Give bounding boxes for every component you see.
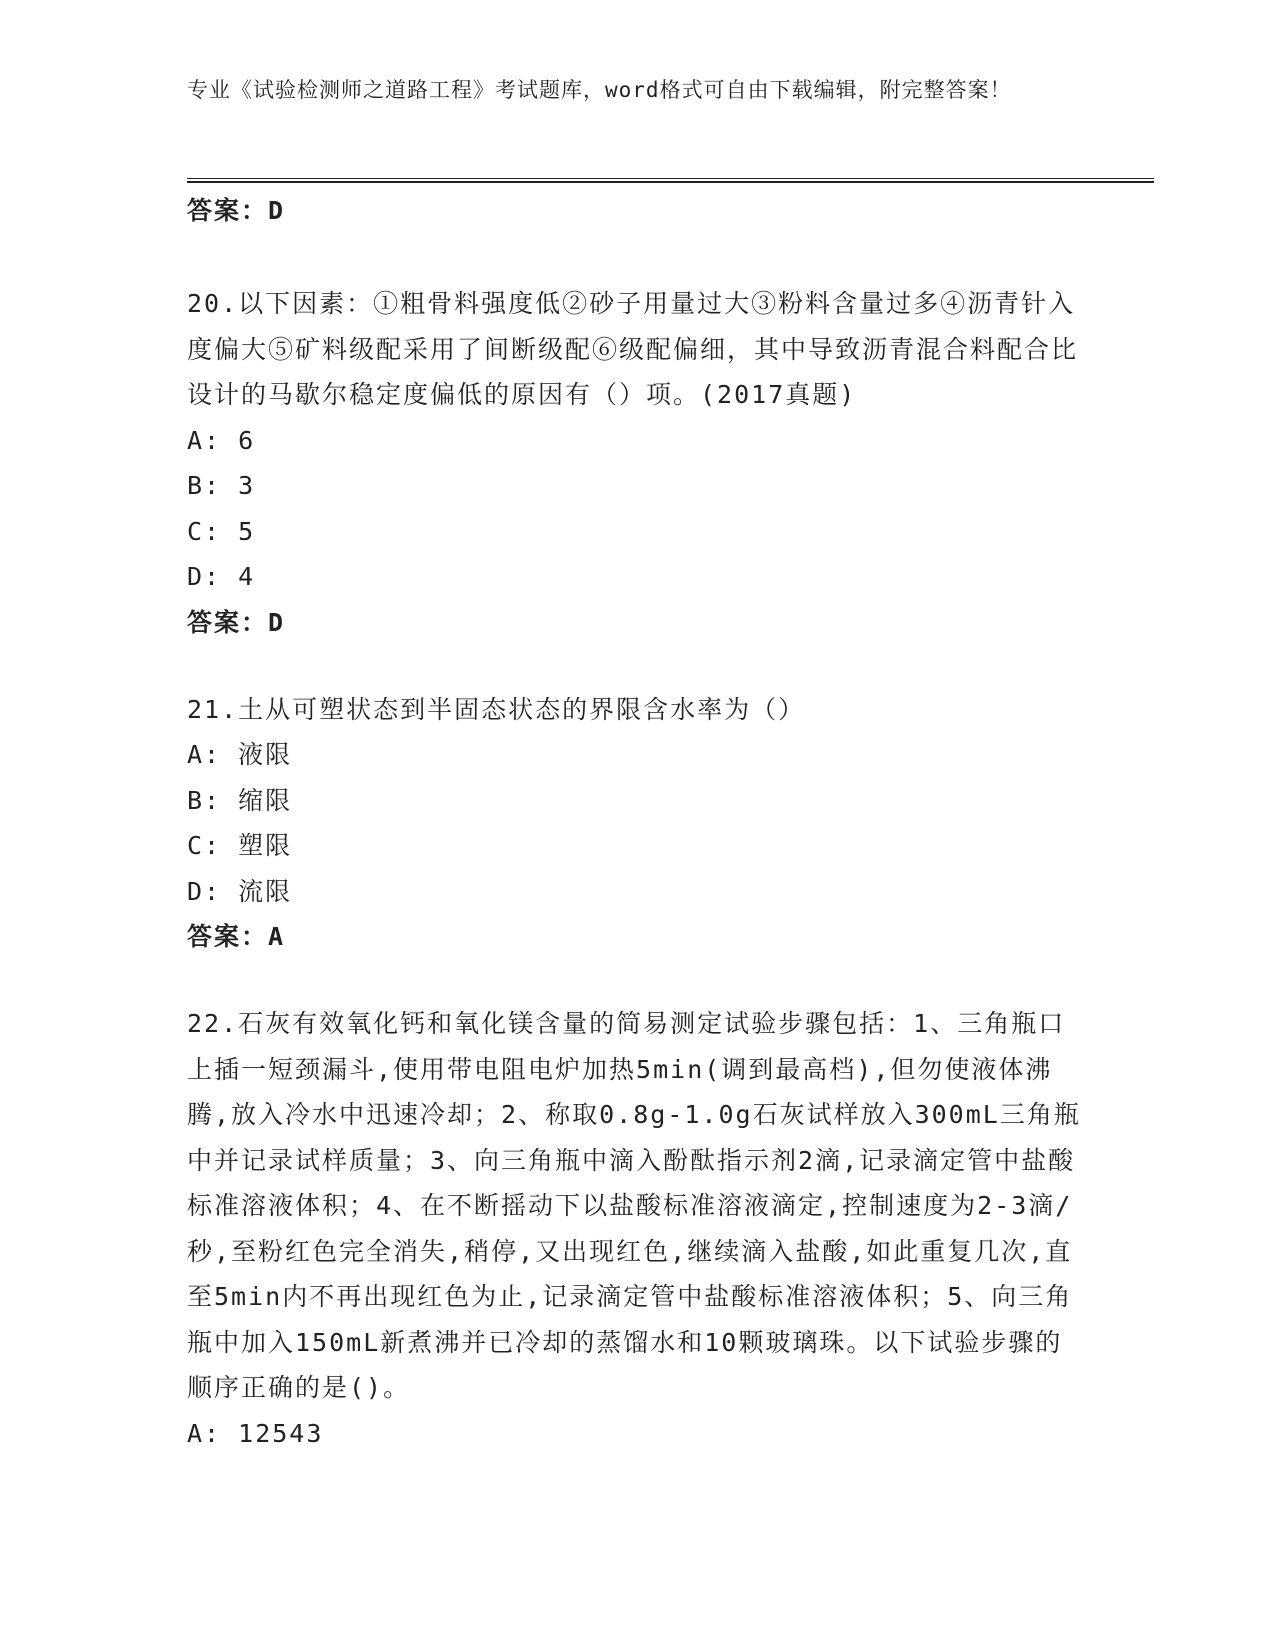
question-text: 21.土从可塑状态到半固态状态的界限含水率为（）: [187, 694, 806, 724]
option-d: D: 4: [187, 562, 256, 591]
answer: 答案：D: [187, 607, 286, 637]
question-22: [187, 1001, 1087, 1456]
header-text: 专业《试验检测师之道路工程》考试题库，word格式可自由下载编辑，附完整答案！: [187, 78, 1012, 102]
option-a: A: 6: [187, 425, 256, 455]
document-body: [187, 193, 1087, 1456]
option-c: C: 塑限: [187, 831, 293, 860]
question-21: [187, 687, 1087, 960]
option-c: C: 5: [187, 516, 256, 546]
option-b: B: 3: [187, 471, 256, 500]
page-header: [187, 74, 1067, 106]
answer: 答案：A: [187, 922, 286, 951]
question-text: 22.石灰有效氧化钙和氧化镁含量的简易测定试验步骤包括：1、三角瓶口上插一短颈漏斗,使用带电阻电炉加热5min(调到最高档),但勿使液体沸腾,放入冷水中迅速冷却；2、称取0.8g-1.0g石灰试样放入300mL三角瓶中并记录试样质量；3、向三角瓶中滴入酚酞指示剂2滴,记录滴定管中盐酸标准溶液体积；4、在不断摇动下以盐酸标准溶液滴定,控制速度为2-3滴/秒,至粉红色完全消失,稍停,又出现红色,继续滴入盐酸,如此重复几次,直至5min内不再出现红色为止,记录滴定管中盐酸标准溶液体积；5、向三角瓶中加入150mL新煮沸并已冷却的蒸馏水和10颗玻璃珠。以下试验步骤的顺序正确的是()。: [187, 1009, 1081, 1402]
question-text: 20.以下因素：①粗骨料强度低②砂子用量过大③粉料含量过多④沥青针入度偏大⑤矿料级配采用了间断级配⑥级配偏细，其中导致沥青混合料配合比设计的马歇尔稳定度偏低的原因有（）项。(2017真题): [187, 289, 1079, 409]
previous-answer: 答案：D: [187, 196, 286, 225]
question-20: [187, 281, 1087, 645]
option-a: A: 液限: [187, 740, 293, 769]
option-b: B: 缩限: [187, 785, 293, 815]
option-d: D: 流限: [187, 876, 293, 906]
header-divider: [187, 178, 1154, 183]
option-a: A: 12543: [187, 1418, 324, 1448]
